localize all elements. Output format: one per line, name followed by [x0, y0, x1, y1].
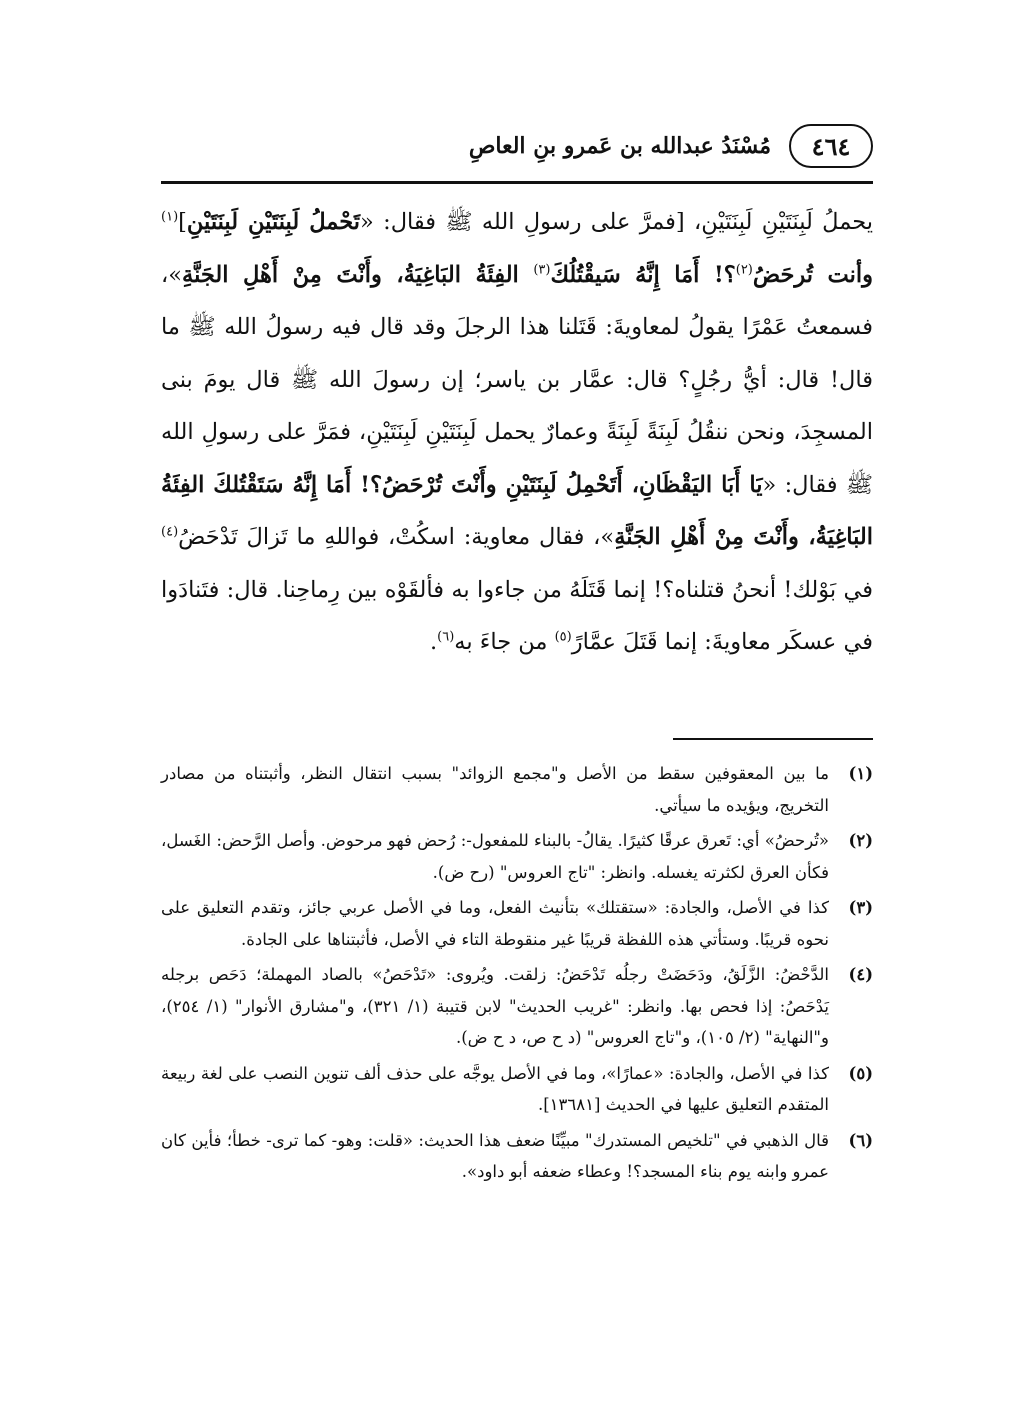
footnote-text: كذا في الأصل، والجادة: «عمارًا»، وما في الأصل يوجَّه على حذف ألف تنوين النصب على لغة ربيعة المتقدم التعليق عليها في الحديث [١٣٦٨١]. [161, 1063, 829, 1114]
body-text-run: في بَوْلك! أنحنُ قتلناه؟! إنما قَتَلَهُ من جاءوا به فألقَوْه بين رِماحِنا. قال: فتَنادَوا في عسكَر معاويةَ: إنما قَتَلَ عمَّارً [161, 576, 873, 655]
footnote-marker: (١) [161, 209, 179, 225]
footnote-number: (٤) [848, 965, 873, 984]
footnote-text: كذا في الأصل، والجادة: «ستقتلك» بتأنيث الفعل، وما في الأصل عربي جائز، وتقدم التعليق على نحوه قريبًا. وستأتي هذه اللفظة قريبًا غير منقوطة التاء في الأصل، فأثبتناها على الجادة. [161, 898, 829, 949]
footnote-marker: (٣) [533, 262, 551, 277]
footnote-text: قال الذهبي في "تلخيص المستدرك" مبيِّنًا ضعف هذا الحديث: «قلت: وهو- كما ترى- خطأ؛ فأين كان عمرو وابنه يوم بناء المسجد؟! وعطاء ضعفه أبو داود». [161, 1130, 829, 1181]
body-text-run: ] [178, 209, 187, 235]
footnote-marker: (٤) [161, 524, 179, 540]
footnotes-list [161, 758, 873, 1192]
footnote-item [161, 758, 873, 821]
footnote-number: (٥) [848, 1063, 873, 1083]
header-rule [161, 181, 873, 184]
footnote-item [161, 1125, 873, 1188]
footnote-separator [673, 738, 873, 740]
footnote-marker: (٥) [554, 629, 572, 645]
hadith-body-text [161, 196, 873, 669]
running-title: مُسْنَدُ عبدالله بن عَمرو بنِ العاصِ [468, 133, 771, 159]
footnote-item [161, 825, 873, 888]
body-text-run: »، فقال معاوية: اسكُتْ، فواللهِ ما تَزالَ تَدْحَضُ [178, 524, 615, 550]
body-text-run: »، فسمعتُ عَمْرًا يقولُ لمعاويةَ: قَتَلنا هذا الرجلَ وقد قال فيه رسولُ الله ﷺ ما قال! قال: أيُّ رجُلٍ؟ قال: عمَّار بن ياسر؛ إن رسولَ الله ﷺ قال يومَ بنى المسجِدَ، ونحن ننقُلُ لَبِنَةً لَبِنَةً وعمارٌ يحمل لَبِنَتَيْنِ لَبِنَتَيْنِ، فمَرَّ على رسولِ الله ﷺ فقال: « [161, 261, 873, 498]
body-text-run: من جاءَ به [454, 629, 555, 655]
footnote-text: «تُرحضُ» أي: تَعرق عرقًا كثيرًا. يقالُ- بالبناء للمفعول-: رُحض فهو مرحوض. وأصل الرَّحض: الغَسل، فكأن العرق لكثرته يغسله. وانظر: "تاج العروس" (رح ض). [161, 831, 829, 882]
footnote-text: ما بين المعقوفين سقط من الأصل و"مجمع الزوائد" بسبب انتقال النظر، وأثبتناه من مصادر التخريج، ويؤيده ما سيأتي. [161, 764, 829, 815]
prophetic-speech-bold: تَحْملُ لَبِنَتَيْنِ لَبِنَتَيْنِ [186, 209, 361, 235]
prophetic-speech-bold: ؟! أَمَا إِنَّهُ سَيقْتُلُكَ [550, 261, 736, 288]
page-number-badge: ٤٦٤ [789, 124, 873, 168]
footnote-marker: (٢) [735, 262, 753, 277]
footnote-text: الدَّحْضُ: الزَّلَقُ، ودَحَضَتْ رجلُه تَدْحَضُ: زلقت. ويُروى: «تَدْحَصُ» بالصاد المهملة؛ دَحَص برجله يَدْحَصُ: إذا فحص بها. وانظر: "غريب الحديث" لابن قتيبة (١/ ٣٢١)، و"مشارق الأنوار" (١/ ٢٥٤)، و"النهاية" (٢/ ١٠٥)، و"تاج العروس" (د ح ص، د ح ض). [161, 965, 830, 1047]
footnote-item [161, 1058, 873, 1121]
body-text-run: . [429, 629, 438, 655]
page-header [161, 118, 873, 174]
prophetic-speech-bold: وأنت تُرحَضُ [752, 261, 873, 288]
footnote-number: (٦) [848, 1130, 873, 1150]
footnote-number: (٢) [848, 831, 873, 850]
footnote-item [161, 892, 873, 955]
footnote-number: (١) [848, 764, 873, 783]
footnote-marker: (٦) [437, 629, 455, 645]
footnote-number: (٣) [848, 898, 873, 917]
footnote-item [161, 959, 873, 1054]
body-text-run: يحملُ لَبِنَتَيْنِ لَبِنَتَيْنِ، [فمرَّ على رسولِ الله ﷺ فقال: « [360, 209, 873, 235]
prophetic-speech-bold: الفِئَةُ البَاغِيَةُ، وأَنْتَ مِنْ أَهْلِ الجَنَّةِ [182, 261, 534, 288]
prophetic-speech-bold: يَا أَبَا اليَقْظَانِ، أَتَحْمِلُ لَبِنَتَيْنِ وأَنْتَ تُرْحَضُ؟! أَمَا إِنَّهُ سَتَقْتُلكَ الفِئَةُ البَاغِيَةُ، وأَنْتَ مِنْ أَهْلِ الجَنَّةِ [161, 471, 873, 550]
